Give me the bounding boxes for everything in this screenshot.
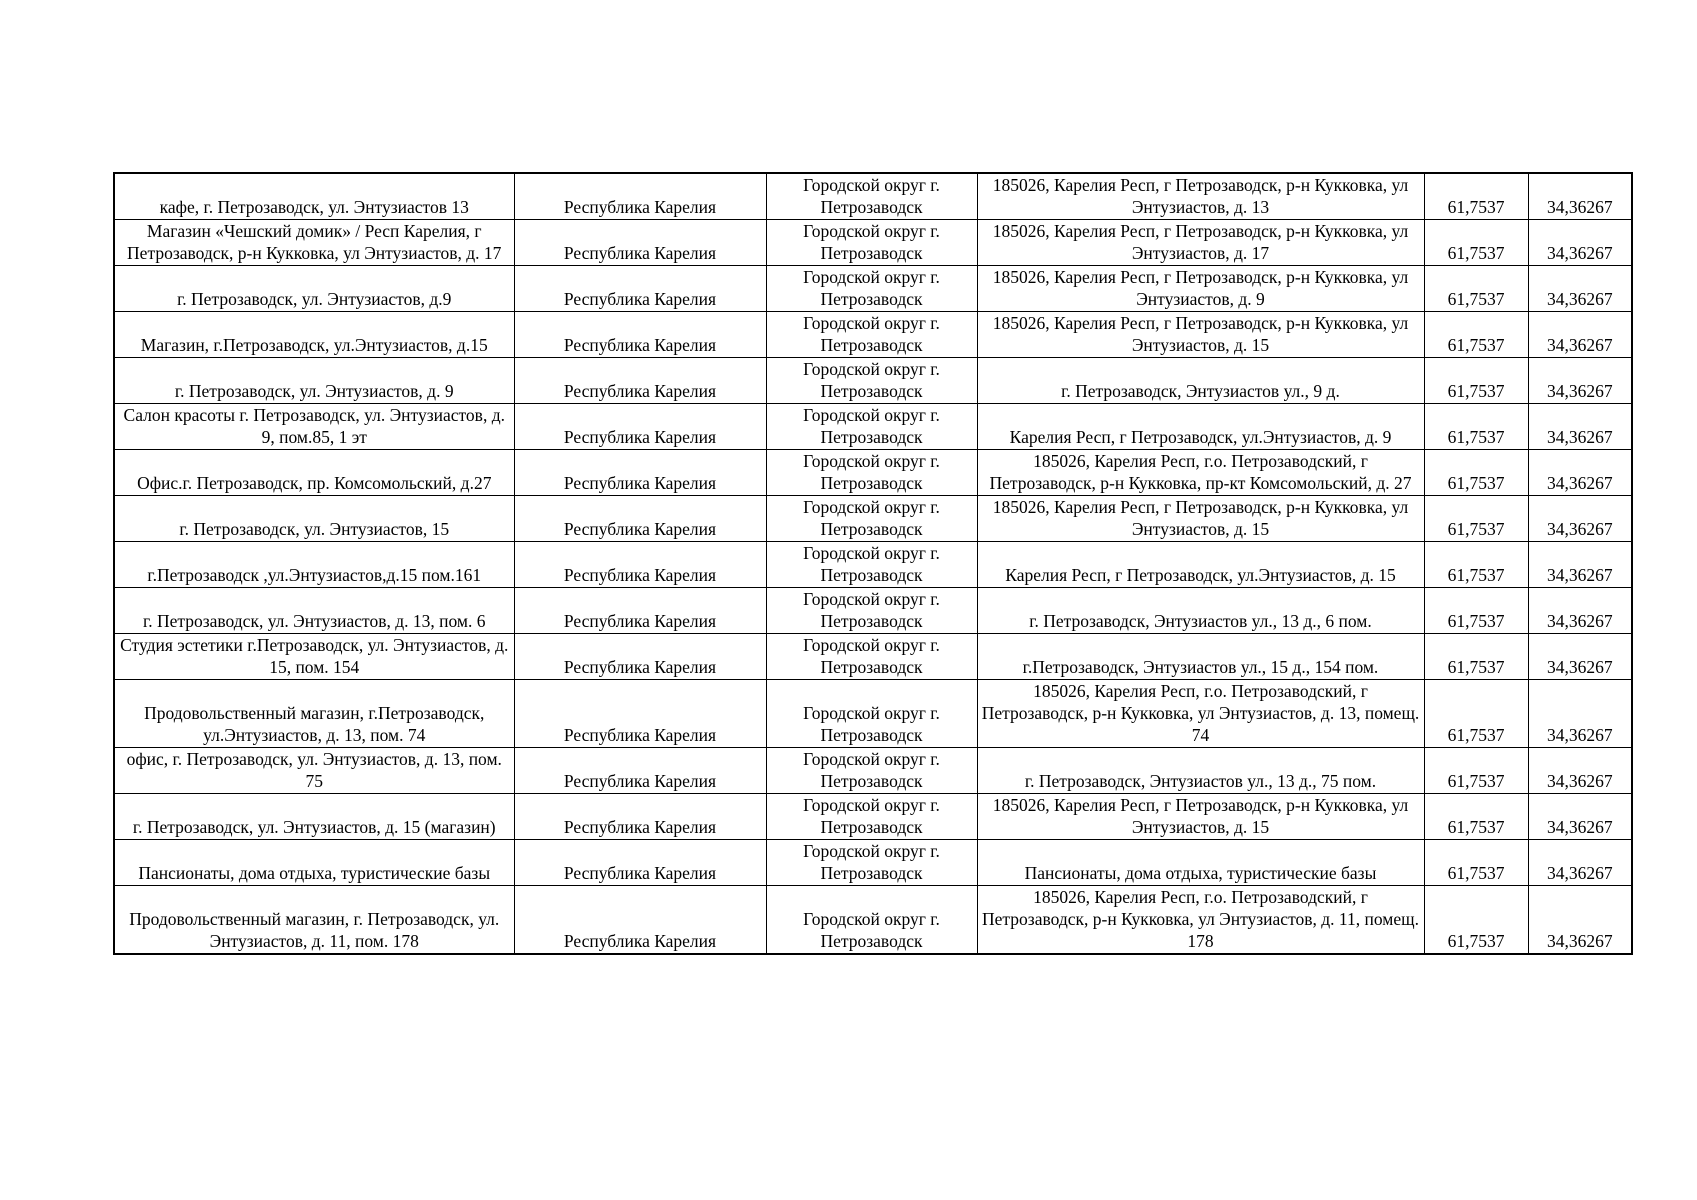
cell-address-text: Карелия Респ, г Петрозаводск, ул.Энтузиастов, д. 9 [1009, 427, 1392, 447]
cell-region-text: Республика Карелия [563, 657, 717, 677]
cell-address-text: 185026, Карелия Респ, г Петрозаводск, р-н Кукковка, ул Энтузиастов, д. 9 [992, 267, 1409, 309]
cell-district-text: Городской округ г. Петрозаводск [803, 221, 940, 263]
cell-longitude [1528, 404, 1632, 450]
cell-name [114, 358, 514, 404]
cell-latitude-text: 61,7537 [1447, 197, 1505, 217]
cell-address [977, 358, 1424, 404]
cell-latitude-text: 61,7537 [1447, 725, 1505, 745]
cell-district-text: Городской округ г. Петрозаводск [803, 841, 940, 883]
cell-district-text: Городской округ г. Петрозаводск [803, 589, 940, 631]
locations-table [113, 172, 1633, 955]
cell-district-text: Городской округ г. Петрозаводск [803, 451, 940, 493]
cell-name [114, 794, 514, 840]
cell-district [766, 173, 977, 220]
cell-longitude-text: 34,36267 [1546, 657, 1613, 677]
cell-longitude [1528, 680, 1632, 748]
cell-longitude [1528, 496, 1632, 542]
cell-latitude [1424, 886, 1528, 955]
cell-name-text: офис, г. Петрозаводск, ул. Энтузиастов, д. 13, пом. 75 [126, 749, 502, 791]
cell-longitude-text: 34,36267 [1546, 931, 1613, 951]
cell-name [114, 173, 514, 220]
cell-latitude [1424, 840, 1528, 886]
cell-latitude [1424, 680, 1528, 748]
cell-latitude-text: 61,7537 [1447, 657, 1505, 677]
cell-longitude-text: 34,36267 [1546, 197, 1613, 217]
cell-latitude-text: 61,7537 [1447, 381, 1505, 401]
cell-latitude [1424, 173, 1528, 220]
table-row-14 [114, 794, 1632, 840]
cell-region-text: Республика Карелия [563, 817, 717, 837]
cell-name [114, 312, 514, 358]
cell-region [514, 748, 766, 794]
cell-longitude-text: 34,36267 [1546, 817, 1613, 837]
cell-district [766, 358, 977, 404]
cell-name-text: Салон красоты г. Петрозаводск, ул. Энтузиастов, д. 9, пом.85, 1 эт [123, 405, 505, 447]
cell-region [514, 220, 766, 266]
cell-latitude-text: 61,7537 [1447, 335, 1505, 355]
cell-address-text: 185026, Карелия Респ, г Петрозаводск, р-н Кукковка, ул Энтузиастов, д. 15 [992, 497, 1409, 539]
cell-name-text: г. Петрозаводск, ул. Энтузиастов, 15 [179, 519, 450, 539]
cell-name-text: Продовольственный магазин, г.Петрозаводск, ул.Энтузиастов, д. 13, пом. 74 [144, 703, 485, 745]
cell-district [766, 266, 977, 312]
cell-address [977, 404, 1424, 450]
cell-region [514, 496, 766, 542]
cell-longitude [1528, 886, 1632, 955]
cell-region [514, 680, 766, 748]
cell-name [114, 840, 514, 886]
cell-region-text: Республика Карелия [563, 335, 717, 355]
cell-address [977, 312, 1424, 358]
cell-longitude [1528, 634, 1632, 680]
cell-address-text: 185026, Карелия Респ, г.о. Петрозаводский, г Петрозаводск, р-н Кукковка, пр-кт Комсомольский, д. 27 [989, 451, 1412, 493]
cell-latitude-text: 61,7537 [1447, 611, 1505, 631]
cell-latitude [1424, 542, 1528, 588]
cell-longitude-text: 34,36267 [1546, 565, 1613, 585]
cell-region-text: Республика Карелия [563, 519, 717, 539]
cell-name-text: Пансионаты, дома отдыха, туристические базы [138, 863, 491, 883]
cell-region-text: Республика Карелия [563, 427, 717, 447]
cell-latitude [1424, 634, 1528, 680]
cell-region-text: Республика Карелия [563, 771, 717, 791]
cell-longitude [1528, 748, 1632, 794]
cell-latitude [1424, 450, 1528, 496]
cell-address [977, 173, 1424, 220]
cell-longitude [1528, 840, 1632, 886]
cell-address [977, 840, 1424, 886]
cell-address-text: 185026, Карелия Респ, г Петрозаводск, р-н Кукковка, ул Энтузиастов, д. 17 [992, 221, 1409, 263]
cell-address-text: г. Петрозаводск, Энтузиастов ул., 13 д., 75 пом. [1024, 771, 1377, 791]
cell-longitude-text: 34,36267 [1546, 771, 1613, 791]
cell-region-text: Республика Карелия [563, 725, 717, 745]
cell-region [514, 404, 766, 450]
cell-longitude-text: 34,36267 [1546, 863, 1613, 883]
table-row-15 [114, 840, 1632, 886]
cell-district [766, 220, 977, 266]
cell-district-text: Городской округ г. Петрозаводск [803, 909, 940, 951]
table-row-8 [114, 496, 1632, 542]
cell-name [114, 542, 514, 588]
cell-district [766, 404, 977, 450]
cell-district [766, 542, 977, 588]
cell-region [514, 542, 766, 588]
table-row-12 [114, 680, 1632, 748]
cell-region [514, 794, 766, 840]
cell-address-text: Карелия Респ, г Петрозаводск, ул.Энтузиастов, д. 15 [1005, 565, 1396, 585]
table-row-4 [114, 312, 1632, 358]
cell-district-text: Городской округ г. Петрозаводск [803, 313, 940, 355]
cell-region [514, 840, 766, 886]
cell-address [977, 794, 1424, 840]
cell-latitude-text: 61,7537 [1447, 565, 1505, 585]
cell-name-text: г. Петрозаводск, ул. Энтузиастов, д. 13, пом. 6 [142, 611, 486, 631]
cell-name [114, 450, 514, 496]
cell-longitude [1528, 794, 1632, 840]
cell-name [114, 886, 514, 955]
cell-name [114, 588, 514, 634]
cell-latitude-text: 61,7537 [1447, 931, 1505, 951]
cell-address-text: 185026, Карелия Респ, г Петрозаводск, р-н Кукковка, ул Энтузиастов, д. 15 [992, 795, 1409, 837]
table-body [114, 173, 1632, 954]
cell-latitude-text: 61,7537 [1447, 817, 1505, 837]
cell-region-text: Республика Карелия [563, 381, 717, 401]
cell-address-text: Пансионаты, дома отдыха, туристические базы [1024, 863, 1377, 883]
table-row-6 [114, 404, 1632, 450]
cell-longitude [1528, 173, 1632, 220]
table-row-2 [114, 220, 1632, 266]
cell-district [766, 450, 977, 496]
cell-district-text: Городской округ г. Петрозаводск [803, 795, 940, 837]
cell-longitude-text: 34,36267 [1546, 427, 1613, 447]
cell-district [766, 588, 977, 634]
cell-name-text: г.Петрозаводск ,ул.Энтузиастов,д.15 пом.161 [147, 565, 482, 585]
cell-longitude [1528, 266, 1632, 312]
cell-address [977, 680, 1424, 748]
cell-address [977, 220, 1424, 266]
cell-district-text: Городской округ г. Петрозаводск [803, 267, 940, 309]
cell-district [766, 312, 977, 358]
cell-region-text: Республика Карелия [563, 473, 717, 493]
cell-district [766, 886, 977, 955]
table-row-11 [114, 634, 1632, 680]
table-row-7 [114, 450, 1632, 496]
cell-longitude-text: 34,36267 [1546, 335, 1613, 355]
cell-name [114, 496, 514, 542]
cell-latitude-text: 61,7537 [1447, 289, 1505, 309]
cell-region [514, 266, 766, 312]
cell-region [514, 588, 766, 634]
cell-region-text: Республика Карелия [563, 565, 717, 585]
cell-name [114, 220, 514, 266]
table-row-9 [114, 542, 1632, 588]
cell-latitude [1424, 496, 1528, 542]
cell-longitude [1528, 220, 1632, 266]
table-row-16 [114, 886, 1632, 955]
cell-longitude [1528, 358, 1632, 404]
cell-region [514, 450, 766, 496]
cell-name-text: г. Петрозаводск, ул. Энтузиастов, д.9 [177, 289, 452, 309]
cell-address-text: г. Петрозаводск, Энтузиастов ул., 9 д. [1061, 381, 1340, 401]
cell-latitude [1424, 404, 1528, 450]
cell-address [977, 496, 1424, 542]
cell-region [514, 886, 766, 955]
cell-district [766, 680, 977, 748]
cell-district-text: Городской округ г. Петрозаводск [803, 635, 940, 677]
cell-district-text: Городской округ г. Петрозаводск [803, 543, 940, 585]
cell-longitude [1528, 588, 1632, 634]
cell-address-text: 185026, Карелия Респ, г Петрозаводск, р-н Кукковка, ул Энтузиастов, д. 15 [992, 313, 1409, 355]
cell-region-text: Республика Карелия [563, 931, 717, 951]
cell-district [766, 496, 977, 542]
cell-name [114, 634, 514, 680]
cell-region [514, 358, 766, 404]
cell-name-text: Студия эстетики г.Петрозаводск, ул. Энтузиастов, д. 15, пом. 154 [120, 635, 509, 677]
cell-latitude [1424, 794, 1528, 840]
cell-name [114, 680, 514, 748]
cell-district-text: Городской округ г. Петрозаводск [803, 703, 940, 745]
table-row-5 [114, 358, 1632, 404]
cell-district-text: Городской округ г. Петрозаводск [803, 749, 940, 791]
cell-region-text: Республика Карелия [563, 197, 717, 217]
cell-longitude-text: 34,36267 [1546, 243, 1613, 263]
cell-address-text: г.Петрозаводск, Энтузиастов ул., 15 д., 154 пом. [1022, 657, 1379, 677]
cell-address [977, 886, 1424, 955]
cell-latitude [1424, 748, 1528, 794]
cell-name-text: Магазин «Чешский домик» / Респ Карелия, г Петрозаводск, р-н Кукковка, ул Энтузиастов, д. 17 [127, 221, 502, 263]
cell-latitude-text: 61,7537 [1447, 771, 1505, 791]
cell-name [114, 748, 514, 794]
cell-name [114, 404, 514, 450]
cell-district [766, 634, 977, 680]
cell-longitude [1528, 450, 1632, 496]
cell-longitude [1528, 312, 1632, 358]
cell-name-text: Продовольственный магазин, г. Петрозаводск, ул. Энтузиастов, д. 11, пом. 178 [129, 909, 500, 951]
cell-address [977, 588, 1424, 634]
cell-address [977, 450, 1424, 496]
table-row-3 [114, 266, 1632, 312]
cell-address-text: 185026, Карелия Респ, г.о. Петрозаводский, г Петрозаводск, р-н Кукковка, ул Энтузиастов, д. 13, помещ. 74 [981, 681, 1420, 745]
cell-latitude [1424, 358, 1528, 404]
cell-latitude-text: 61,7537 [1447, 427, 1505, 447]
table-row-10 [114, 588, 1632, 634]
cell-longitude-text: 34,36267 [1546, 381, 1613, 401]
cell-latitude-text: 61,7537 [1447, 519, 1505, 539]
cell-district [766, 748, 977, 794]
cell-address-text: 185026, Карелия Респ, г Петрозаводск, р-н Кукковка, ул Энтузиастов, д. 13 [992, 175, 1409, 217]
cell-longitude-text: 34,36267 [1546, 519, 1613, 539]
cell-latitude-text: 61,7537 [1447, 243, 1505, 263]
cell-region-text: Республика Карелия [563, 863, 717, 883]
cell-region-text: Республика Карелия [563, 611, 717, 631]
cell-latitude [1424, 220, 1528, 266]
cell-longitude-text: 34,36267 [1546, 611, 1613, 631]
cell-district [766, 840, 977, 886]
table-row-1 [114, 173, 1632, 220]
cell-longitude [1528, 542, 1632, 588]
cell-name [114, 266, 514, 312]
cell-address-text: г. Петрозаводск, Энтузиастов ул., 13 д., 6 пом. [1029, 611, 1372, 631]
cell-region [514, 173, 766, 220]
cell-latitude-text: 61,7537 [1447, 863, 1505, 883]
cell-region [514, 634, 766, 680]
cell-name-text: г. Петрозаводск, ул. Энтузиастов, д. 9 [174, 381, 454, 401]
cell-name-text: Магазин, г.Петрозаводск, ул.Энтузиастов, д.15 [140, 335, 488, 355]
cell-district-text: Городской округ г. Петрозаводск [803, 359, 940, 401]
cell-latitude [1424, 588, 1528, 634]
cell-region-text: Республика Карелия [563, 243, 717, 263]
cell-address [977, 634, 1424, 680]
cell-name-text: г. Петрозаводск, ул. Энтузиастов, д. 15 (магазин) [132, 817, 496, 837]
cell-address-text: 185026, Карелия Респ, г.о. Петрозаводский, г Петрозаводск, р-н Кукковка, ул Энтузиастов, д. 11, помещ. 178 [982, 887, 1419, 951]
cell-district [766, 794, 977, 840]
cell-name-text: кафе, г. Петрозаводск, ул. Энтузиастов 13 [159, 197, 469, 217]
cell-latitude-text: 61,7537 [1447, 473, 1505, 493]
cell-longitude-text: 34,36267 [1546, 289, 1613, 309]
cell-longitude-text: 34,36267 [1546, 725, 1613, 745]
cell-region [514, 312, 766, 358]
cell-district-text: Городской округ г. Петрозаводск [803, 497, 940, 539]
cell-latitude [1424, 312, 1528, 358]
cell-longitude-text: 34,36267 [1546, 473, 1613, 493]
cell-district-text: Городской округ г. Петрозаводск [803, 405, 940, 447]
cell-name-text: Офис.г. Петрозаводск, пр. Комсомольский, д.27 [137, 473, 492, 493]
table-row-13 [114, 748, 1632, 794]
cell-address [977, 266, 1424, 312]
cell-region-text: Республика Карелия [563, 289, 717, 309]
cell-address [977, 542, 1424, 588]
cell-address [977, 748, 1424, 794]
cell-latitude [1424, 266, 1528, 312]
cell-district-text: Городской округ г. Петрозаводск [803, 175, 940, 217]
